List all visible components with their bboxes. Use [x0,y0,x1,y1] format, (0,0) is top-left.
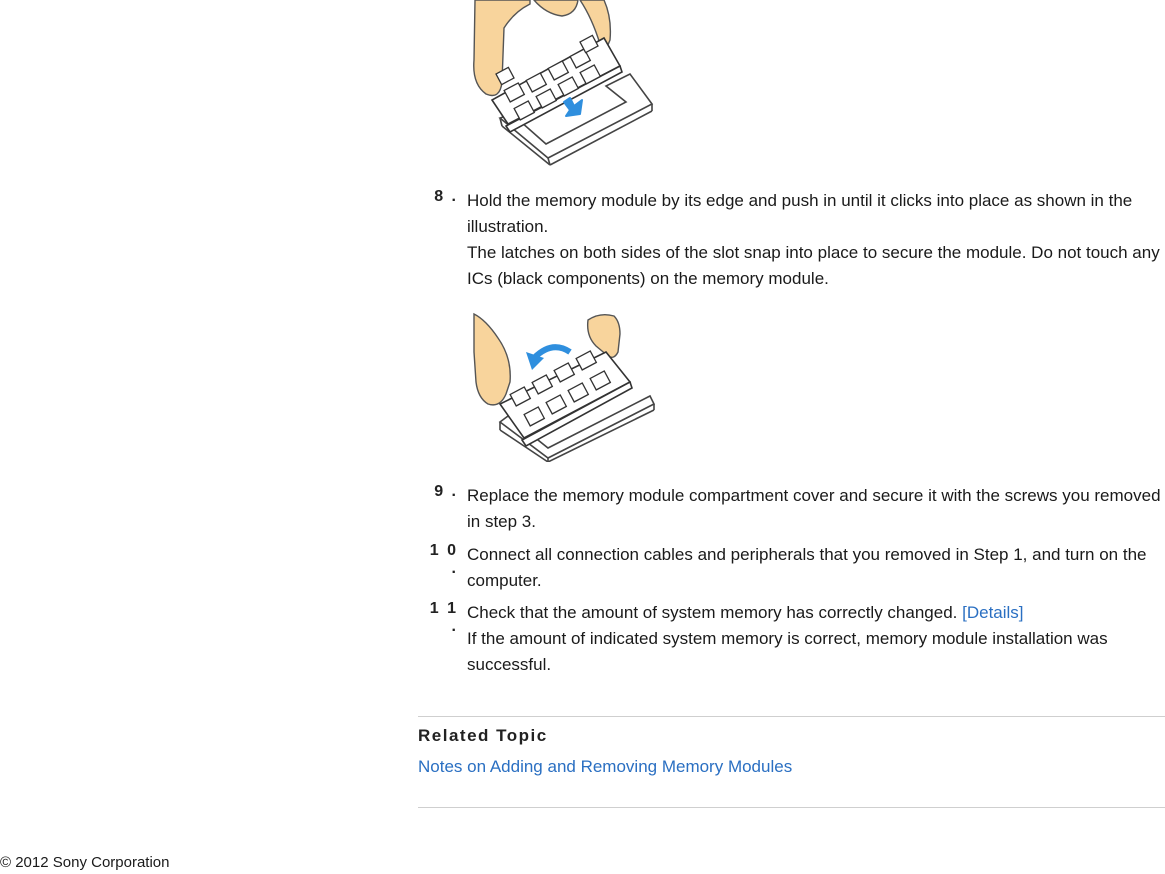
illustration-insert-module [470,0,660,170]
memory-module [500,351,632,446]
details-link[interactable]: [Details] [962,603,1024,622]
illustration-seat-module [470,312,660,462]
step-number: 1 1 . [429,600,458,635]
related-topic-heading: Related Topic [418,726,548,745]
step-note: The latches on both sides of the slot snap into place to secure the module. Do not touch any ICs (black components) on the memory module. [467,243,1160,288]
step-text-lead: Check that the amount of system memory has correctly changed. [467,603,963,622]
step-number: 9 . [434,483,458,500]
step-text: Hold the memory module by its edge and push in until it clicks into place as shown in the illustration. [467,191,1133,236]
arrow-down-icon [564,98,582,116]
step-text: Replace the memory module compartment cover and secure it with the screws you removed in step 3. [467,486,1161,531]
step-text [467,600,1165,626]
copyright: © 2012 Sony Corporation [0,854,170,871]
divider [418,807,1165,808]
step-note: If the amount of indicated system memory is correct, memory module installation was successful. [467,629,1108,674]
step-number: 8 . [434,188,458,205]
related-topic-link[interactable]: Notes on Adding and Removing Memory Modules [418,757,793,776]
step-text: Connect all connection cables and peripherals that you removed in Step 1, and turn on the computer. [467,545,1147,590]
divider [418,716,1165,717]
step-number: 1 0 . [429,542,458,577]
